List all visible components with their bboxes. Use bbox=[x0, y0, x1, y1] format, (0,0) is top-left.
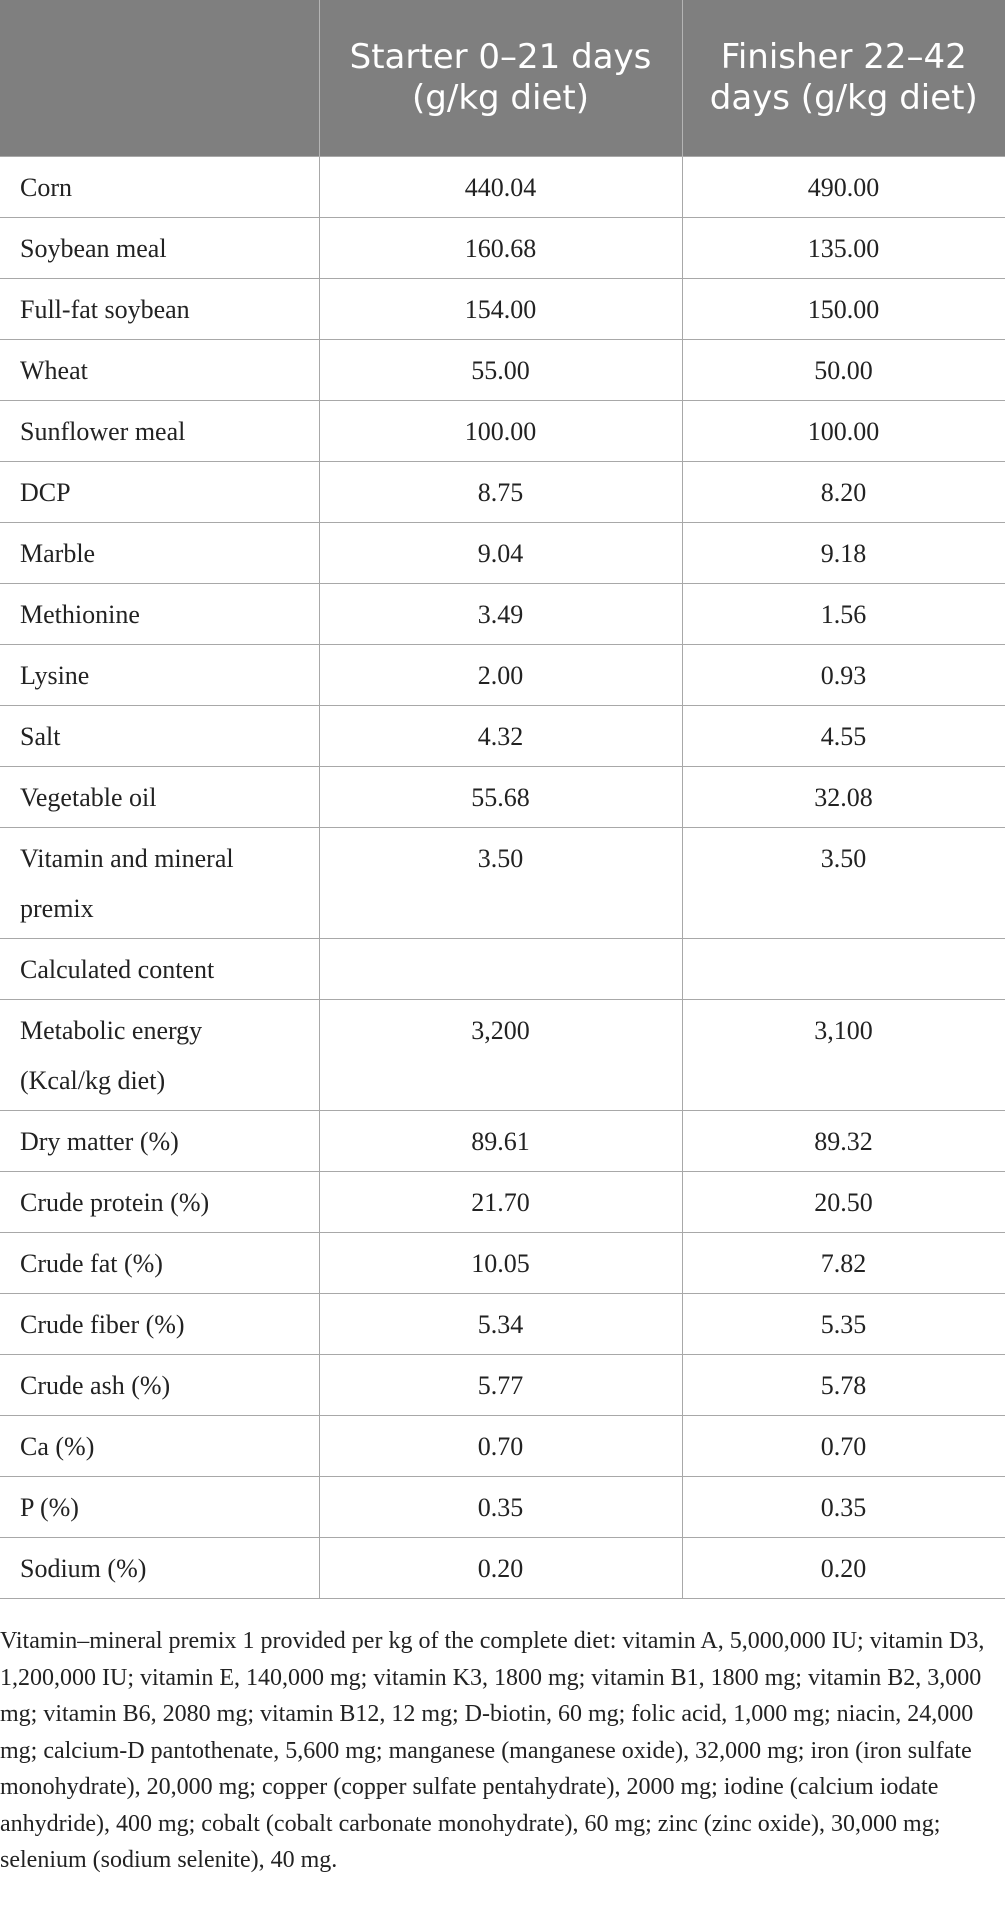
row-label: Marble bbox=[0, 522, 319, 583]
finisher-value: 9.18 bbox=[682, 522, 1005, 583]
finisher-value: 1.56 bbox=[682, 583, 1005, 644]
starter-value: 5.34 bbox=[319, 1293, 682, 1354]
table-row bbox=[0, 278, 1005, 339]
table-row bbox=[0, 938, 1005, 999]
row-label: Full-fat soybean bbox=[0, 278, 319, 339]
finisher-value: 3,100 bbox=[682, 999, 1005, 1110]
finisher-value: 50.00 bbox=[682, 339, 1005, 400]
finisher-value bbox=[682, 938, 1005, 999]
table-row bbox=[0, 217, 1005, 278]
finisher-value: 3.50 bbox=[682, 827, 1005, 938]
finisher-value: 0.70 bbox=[682, 1415, 1005, 1476]
starter-value: 3.49 bbox=[319, 583, 682, 644]
starter-value: 100.00 bbox=[319, 400, 682, 461]
finisher-value: 5.78 bbox=[682, 1354, 1005, 1415]
table-row bbox=[0, 705, 1005, 766]
table-row bbox=[0, 1537, 1005, 1598]
row-label: Lysine bbox=[0, 644, 319, 705]
starter-value: 0.35 bbox=[319, 1476, 682, 1537]
table-row bbox=[0, 1293, 1005, 1354]
starter-value: 55.68 bbox=[319, 766, 682, 827]
starter-value: 3.50 bbox=[319, 827, 682, 938]
starter-value: 160.68 bbox=[319, 217, 682, 278]
table-row bbox=[0, 1415, 1005, 1476]
starter-value bbox=[319, 938, 682, 999]
row-label: P (%) bbox=[0, 1476, 319, 1537]
row-label: Crude fiber (%) bbox=[0, 1293, 319, 1354]
row-label: Metabolic energy (Kcal/kg diet) bbox=[0, 999, 319, 1110]
finisher-value: 0.93 bbox=[682, 644, 1005, 705]
row-label: Dry matter (%) bbox=[0, 1110, 319, 1171]
table-row bbox=[0, 522, 1005, 583]
table-row bbox=[0, 1232, 1005, 1293]
table-row bbox=[0, 583, 1005, 644]
table-row bbox=[0, 156, 1005, 217]
finisher-value: 490.00 bbox=[682, 156, 1005, 217]
finisher-value: 150.00 bbox=[682, 278, 1005, 339]
starter-value: 2.00 bbox=[319, 644, 682, 705]
table-row bbox=[0, 999, 1005, 1110]
header-ingredient bbox=[0, 0, 319, 156]
finisher-value: 32.08 bbox=[682, 766, 1005, 827]
finisher-value: 4.55 bbox=[682, 705, 1005, 766]
starter-value: 5.77 bbox=[319, 1354, 682, 1415]
row-label: Vegetable oil bbox=[0, 766, 319, 827]
table-footnote: Vitamin–mineral premix 1 provided per kg of the complete diet: vitamin A, 5,000,000 IU; vitamin D3, 1,200,000 IU; vitamin E, 140,000 mg; vitamin K3, 1800 mg; vitamin B1, 1800 mg; vitamin B2, 3,000 mg; vitamin B6, 2080 mg; vitamin B12, 12 mg; D-biotin, 60 mg; folic acid, 1,000 mg; niacin, 24,000 mg; calcium-D pantothenate, 5,600 mg; manganese (manganese oxide), 32,000 mg; iron (iron sulfate monohydrate), 20,000 mg; copper (copper sulfate pentahydrate), 2000 mg; iodine (calcium iodate anhydride), 400 mg; cobalt (cobalt carbonate monohydrate), 60 mg; zinc (zinc oxide), 30,000 mg; selenium (sodium selenite), 40 mg. bbox=[0, 1628, 985, 1873]
starter-value: 10.05 bbox=[319, 1232, 682, 1293]
starter-value: 3,200 bbox=[319, 999, 682, 1110]
starter-value: 89.61 bbox=[319, 1110, 682, 1171]
row-label: Crude protein (%) bbox=[0, 1171, 319, 1232]
table-row bbox=[0, 1171, 1005, 1232]
starter-value: 154.00 bbox=[319, 278, 682, 339]
finisher-value: 8.20 bbox=[682, 461, 1005, 522]
header-row bbox=[0, 0, 1005, 156]
table-row bbox=[0, 766, 1005, 827]
row-label: Corn bbox=[0, 156, 319, 217]
finisher-value: 20.50 bbox=[682, 1171, 1005, 1232]
finisher-value: 0.35 bbox=[682, 1476, 1005, 1537]
table-row bbox=[0, 339, 1005, 400]
starter-value: 0.20 bbox=[319, 1537, 682, 1598]
row-label: Sodium (%) bbox=[0, 1537, 319, 1598]
starter-value: 440.04 bbox=[319, 156, 682, 217]
row-label: Salt bbox=[0, 705, 319, 766]
starter-value: 21.70 bbox=[319, 1171, 682, 1232]
starter-value: 8.75 bbox=[319, 461, 682, 522]
table-header bbox=[0, 0, 1005, 156]
row-label: Methionine bbox=[0, 583, 319, 644]
finisher-value: 0.20 bbox=[682, 1537, 1005, 1598]
table-body bbox=[0, 156, 1005, 1598]
table-row bbox=[0, 644, 1005, 705]
starter-value: 55.00 bbox=[319, 339, 682, 400]
row-label: Wheat bbox=[0, 339, 319, 400]
table-row bbox=[0, 400, 1005, 461]
finisher-value: 5.35 bbox=[682, 1293, 1005, 1354]
row-label: Ca (%) bbox=[0, 1415, 319, 1476]
table-row bbox=[0, 827, 1005, 938]
table-row bbox=[0, 1110, 1005, 1171]
row-label: DCP bbox=[0, 461, 319, 522]
row-label: Crude ash (%) bbox=[0, 1354, 319, 1415]
finisher-value: 89.32 bbox=[682, 1110, 1005, 1171]
starter-value: 0.70 bbox=[319, 1415, 682, 1476]
table-row bbox=[0, 1476, 1005, 1537]
starter-value: 4.32 bbox=[319, 705, 682, 766]
finisher-value: 135.00 bbox=[682, 217, 1005, 278]
table-row bbox=[0, 1354, 1005, 1415]
header-finisher: Finisher 22–42 days (g/kg diet) bbox=[682, 0, 1005, 156]
row-label: Crude fat (%) bbox=[0, 1232, 319, 1293]
table-row bbox=[0, 461, 1005, 522]
starter-value: 9.04 bbox=[319, 522, 682, 583]
row-label: Sunflower meal bbox=[0, 400, 319, 461]
row-label: Soybean meal bbox=[0, 217, 319, 278]
row-label: Calculated content bbox=[0, 938, 319, 999]
row-label: Vitamin and mineral premix bbox=[0, 827, 319, 938]
finisher-value: 7.82 bbox=[682, 1232, 1005, 1293]
header-starter: Starter 0–21 days (g/kg diet) bbox=[319, 0, 682, 156]
finisher-value: 100.00 bbox=[682, 400, 1005, 461]
